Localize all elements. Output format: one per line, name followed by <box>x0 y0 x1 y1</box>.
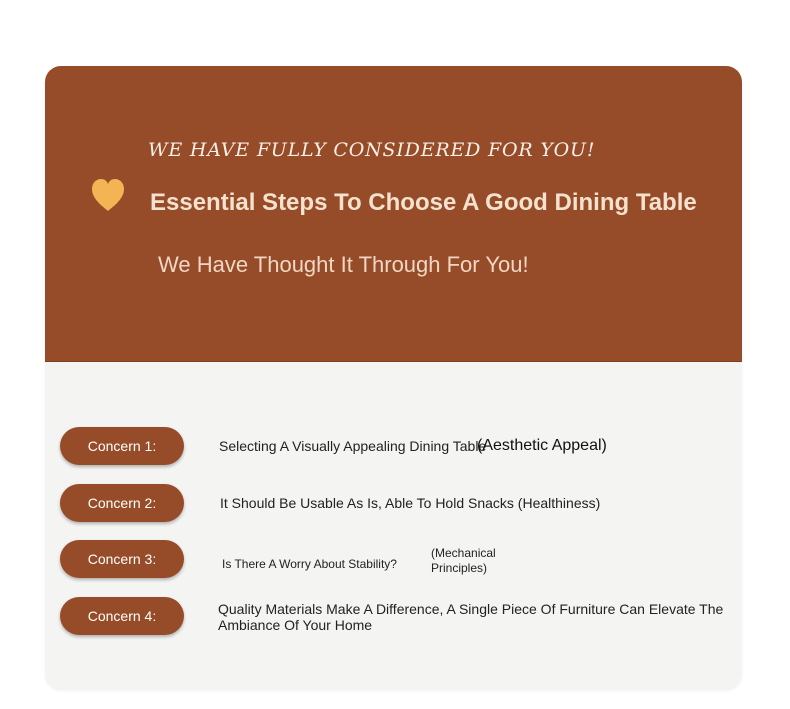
concern-3-text: Is There A Worry About Stability? <box>222 557 397 571</box>
concern-3-badge: Concern 3: <box>60 540 184 578</box>
concern-3-note: (Mechanical Principles) <box>431 546 496 575</box>
dining-table-guide-card <box>45 66 742 690</box>
concern-4-badge: Concern 4: <box>60 597 184 635</box>
concern-2-badge: Concern 2: <box>60 484 184 522</box>
concern-row <box>60 484 730 524</box>
subtitle: We Have Thought It Through For You! <box>158 252 529 277</box>
concern-1-note: (Aesthetic Appeal) <box>477 437 607 454</box>
main-title: Essential Steps To Choose A Good Dining Table <box>150 189 697 216</box>
tagline: WE HAVE FULLY CONSIDERED FOR YOU! <box>148 139 596 161</box>
concern-row <box>60 540 730 580</box>
header-banner <box>45 66 742 362</box>
concern-row <box>60 597 730 637</box>
concern-row <box>60 427 730 467</box>
concern-1-text: Selecting A Visually Appealing Dining Table <box>219 438 487 454</box>
heart-icon <box>88 176 128 216</box>
concern-4-text: Quality Materials Make A Difference, A Single Piece Of Furniture Can Elevate The Ambiance Of Your Home <box>218 601 724 633</box>
concern-2-text: It Should Be Usable As Is, Able To Hold Snacks (Healthiness) <box>220 495 601 511</box>
concern-1-badge: Concern 1: <box>60 427 184 465</box>
